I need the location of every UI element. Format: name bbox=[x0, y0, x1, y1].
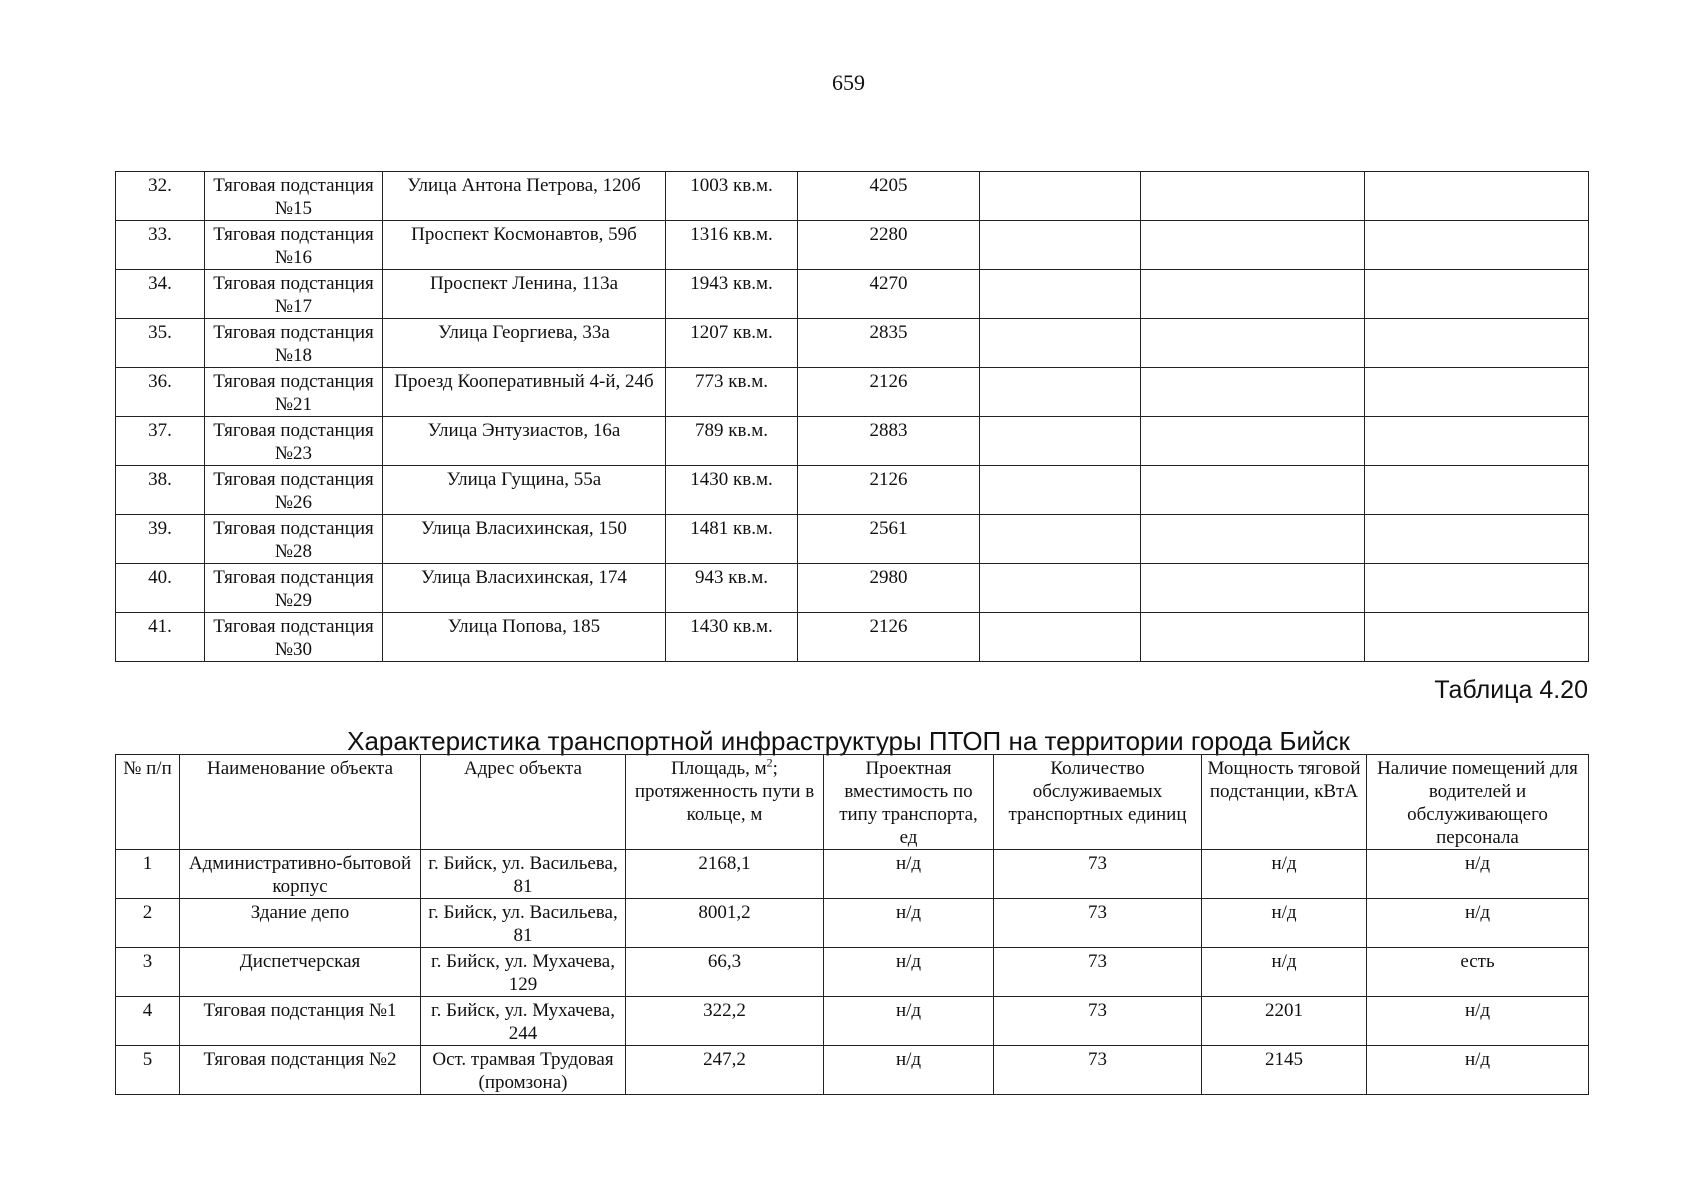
table-cell bbox=[1141, 270, 1365, 319]
table-row bbox=[116, 319, 1589, 368]
substations-table bbox=[115, 171, 1589, 662]
table-row bbox=[116, 417, 1589, 466]
table-cell: Тяговая подстанция №15 bbox=[205, 172, 383, 221]
table-cell: Тяговая подстанция №1 bbox=[180, 997, 421, 1046]
table-cell: Тяговая подстанция №26 bbox=[205, 466, 383, 515]
table-cell: Улица Георгиева, 33а bbox=[383, 319, 666, 368]
table-cell bbox=[1365, 270, 1589, 319]
table-cell: 5 bbox=[116, 1046, 180, 1095]
table-cell: 8001,2 bbox=[626, 899, 824, 948]
table-number: Таблица 4.20 bbox=[1434, 676, 1588, 704]
table-cell: н/д bbox=[824, 850, 994, 899]
table-cell: Диспетчерская bbox=[180, 948, 421, 997]
table-cell: 39. bbox=[116, 515, 205, 564]
table-cell: 773 кв.м. bbox=[666, 368, 798, 417]
table-cell: 37. bbox=[116, 417, 205, 466]
table-cell: 2168,1 bbox=[626, 850, 824, 899]
table-cell: 1207 кв.м. bbox=[666, 319, 798, 368]
table-cell: Улица Попова, 185 bbox=[383, 613, 666, 662]
table-cell bbox=[1141, 172, 1365, 221]
table-cell: 2883 bbox=[798, 417, 980, 466]
table-cell bbox=[980, 613, 1141, 662]
table-row bbox=[116, 172, 1589, 221]
header-area-label: Площадь, м bbox=[671, 758, 767, 779]
table-cell: 34. bbox=[116, 270, 205, 319]
table-cell: 1430 кв.м. bbox=[666, 613, 798, 662]
table-cell bbox=[1365, 172, 1589, 221]
table-cell: 2126 bbox=[798, 368, 980, 417]
table-cell: 322,2 bbox=[626, 997, 824, 1046]
header-area bbox=[626, 755, 824, 850]
table-cell bbox=[1365, 319, 1589, 368]
table-cell bbox=[1141, 515, 1365, 564]
table-row bbox=[116, 515, 1589, 564]
table-cell bbox=[980, 417, 1141, 466]
table-cell: г. Бийск, ул. Васильева, 81 bbox=[421, 899, 626, 948]
table-row bbox=[116, 221, 1589, 270]
table-cell: 40. bbox=[116, 564, 205, 613]
table-cell: 73 bbox=[994, 997, 1202, 1046]
table-cell: 36. bbox=[116, 368, 205, 417]
table-cell: Улица Антона Петрова, 120б bbox=[383, 172, 666, 221]
table-cell: 2980 bbox=[798, 564, 980, 613]
table-cell: есть bbox=[1367, 948, 1589, 997]
table-cell: 1481 кв.м. bbox=[666, 515, 798, 564]
header-power: Мощность тяговой подстанции, кВтА bbox=[1202, 755, 1367, 850]
table-cell bbox=[980, 221, 1141, 270]
table-row bbox=[116, 948, 1589, 997]
table-row bbox=[116, 466, 1589, 515]
table-cell: 3 bbox=[116, 948, 180, 997]
table-cell: 2126 bbox=[798, 613, 980, 662]
table-cell: Тяговая подстанция №16 bbox=[205, 221, 383, 270]
header-row bbox=[116, 755, 1589, 850]
table-cell: 73 bbox=[994, 899, 1202, 948]
table-cell: Тяговая подстанция №29 bbox=[205, 564, 383, 613]
table-cell: Тяговая подстанция №28 bbox=[205, 515, 383, 564]
header-units: Количество обслуживаемых транспортных единиц bbox=[994, 755, 1202, 850]
table-cell: н/д bbox=[1202, 948, 1367, 997]
table-cell bbox=[980, 319, 1141, 368]
table-cell: 4 bbox=[116, 997, 180, 1046]
table-cell: Улица Власихинская, 174 bbox=[383, 564, 666, 613]
table-cell: Тяговая подстанция №17 bbox=[205, 270, 383, 319]
table-cell: г. Бийск, ул. Васильева, 81 bbox=[421, 850, 626, 899]
table-cell: 2280 bbox=[798, 221, 980, 270]
table-cell: Проезд Кооперативный 4-й, 24б bbox=[383, 368, 666, 417]
table-cell: 2201 bbox=[1202, 997, 1367, 1046]
table-cell bbox=[1141, 466, 1365, 515]
header-address: Адрес объекта bbox=[421, 755, 626, 850]
table-cell bbox=[980, 368, 1141, 417]
table-cell: 66,3 bbox=[626, 948, 824, 997]
table-cell bbox=[980, 270, 1141, 319]
table-cell bbox=[1141, 221, 1365, 270]
table-cell: 1316 кв.м. bbox=[666, 221, 798, 270]
table-cell: 789 кв.м. bbox=[666, 417, 798, 466]
table-cell: 2835 bbox=[798, 319, 980, 368]
table-cell: 1 bbox=[116, 850, 180, 899]
table-cell: Тяговая подстанция №2 bbox=[180, 1046, 421, 1095]
table-cell: 2561 bbox=[798, 515, 980, 564]
substations-table-body bbox=[116, 172, 1589, 662]
table-cell: Ост. трамвая Трудовая (промзона) bbox=[421, 1046, 626, 1095]
header-name: Наименование объекта bbox=[180, 755, 421, 850]
table-cell bbox=[1365, 564, 1589, 613]
table-cell bbox=[980, 564, 1141, 613]
table-cell: 41. bbox=[116, 613, 205, 662]
table-cell bbox=[1141, 368, 1365, 417]
table-row bbox=[116, 368, 1589, 417]
table-cell bbox=[1365, 515, 1589, 564]
table-row bbox=[116, 899, 1589, 948]
table-cell: н/д bbox=[824, 948, 994, 997]
table-cell: 73 bbox=[994, 1046, 1202, 1095]
table-cell: 1943 кв.м. bbox=[666, 270, 798, 319]
table-title: Характеристика транспортной инфраструктуры ПТОП на территории города Бийск bbox=[347, 726, 1350, 756]
table-cell: 2 bbox=[116, 899, 180, 948]
table-cell bbox=[1365, 613, 1589, 662]
infrastructure-table-body bbox=[116, 850, 1589, 1095]
table-row bbox=[116, 270, 1589, 319]
page-number: 659 bbox=[832, 70, 865, 95]
table-cell: Тяговая подстанция №23 bbox=[205, 417, 383, 466]
table-row bbox=[116, 850, 1589, 899]
table-cell: 73 bbox=[994, 948, 1202, 997]
table-cell: н/д bbox=[824, 997, 994, 1046]
table-cell: 73 bbox=[994, 850, 1202, 899]
header-area-rest: ; протяженность пути в кольце, м bbox=[634, 758, 815, 825]
table-cell bbox=[1141, 417, 1365, 466]
table-cell bbox=[1365, 417, 1589, 466]
table-row bbox=[116, 1046, 1589, 1095]
table-cell: Административно-бытовой корпус bbox=[180, 850, 421, 899]
table-cell: 4270 bbox=[798, 270, 980, 319]
table-cell: 1003 кв.м. bbox=[666, 172, 798, 221]
table-cell: г. Бийск, ул. Мухачева, 244 bbox=[421, 997, 626, 1046]
table-cell: 38. bbox=[116, 466, 205, 515]
table-cell bbox=[1365, 466, 1589, 515]
table-cell: Тяговая подстанция №30 bbox=[205, 613, 383, 662]
table-cell: Улица Власихинская, 150 bbox=[383, 515, 666, 564]
header-num: № п/п bbox=[116, 755, 180, 850]
table-cell: 33. bbox=[116, 221, 205, 270]
table-cell: н/д bbox=[824, 1046, 994, 1095]
table-cell: 943 кв.м. bbox=[666, 564, 798, 613]
table-cell: 2126 bbox=[798, 466, 980, 515]
table-cell bbox=[1365, 221, 1589, 270]
table-cell: н/д bbox=[1367, 997, 1589, 1046]
table-cell bbox=[1141, 564, 1365, 613]
table-cell: Тяговая подстанция №18 bbox=[205, 319, 383, 368]
table-cell: 1430 кв.м. bbox=[666, 466, 798, 515]
table-cell: Проспект Космонавтов, 59б bbox=[383, 221, 666, 270]
table-cell: н/д bbox=[1202, 899, 1367, 948]
table-cell: н/д bbox=[1367, 850, 1589, 899]
infrastructure-table bbox=[115, 754, 1589, 1095]
table-cell: н/д bbox=[824, 899, 994, 948]
table-cell bbox=[980, 466, 1141, 515]
table-cell: 35. bbox=[116, 319, 205, 368]
table-cell bbox=[980, 172, 1141, 221]
table-cell bbox=[1365, 368, 1589, 417]
table-row bbox=[116, 564, 1589, 613]
table-cell bbox=[1141, 319, 1365, 368]
table-cell: Улица Гущина, 55а bbox=[383, 466, 666, 515]
table-cell: Улица Энтузиастов, 16а bbox=[383, 417, 666, 466]
table-cell: Здание депо bbox=[180, 899, 421, 948]
table-cell: 247,2 bbox=[626, 1046, 824, 1095]
header-rooms: Наличие помещений для водителей и обслуживающего персонала bbox=[1367, 755, 1589, 850]
table-cell: Проспект Ленина, 113а bbox=[383, 270, 666, 319]
table-cell bbox=[980, 515, 1141, 564]
table-row bbox=[116, 613, 1589, 662]
table-cell: н/д bbox=[1202, 850, 1367, 899]
header-capacity: Проектная вместимость по типу транспорта, ед bbox=[824, 755, 994, 850]
table-cell: г. Бийск, ул. Мухачева, 129 bbox=[421, 948, 626, 997]
table-row bbox=[116, 997, 1589, 1046]
table-cell: 2145 bbox=[1202, 1046, 1367, 1095]
infrastructure-table-header bbox=[116, 755, 1589, 850]
header-area-sup: 2 bbox=[766, 755, 773, 770]
table-cell: Тяговая подстанция №21 bbox=[205, 368, 383, 417]
table-cell: н/д bbox=[1367, 899, 1589, 948]
table-cell: н/д bbox=[1367, 1046, 1589, 1095]
table-cell: 4205 bbox=[798, 172, 980, 221]
table-cell: 32. bbox=[116, 172, 205, 221]
table-cell bbox=[1141, 613, 1365, 662]
